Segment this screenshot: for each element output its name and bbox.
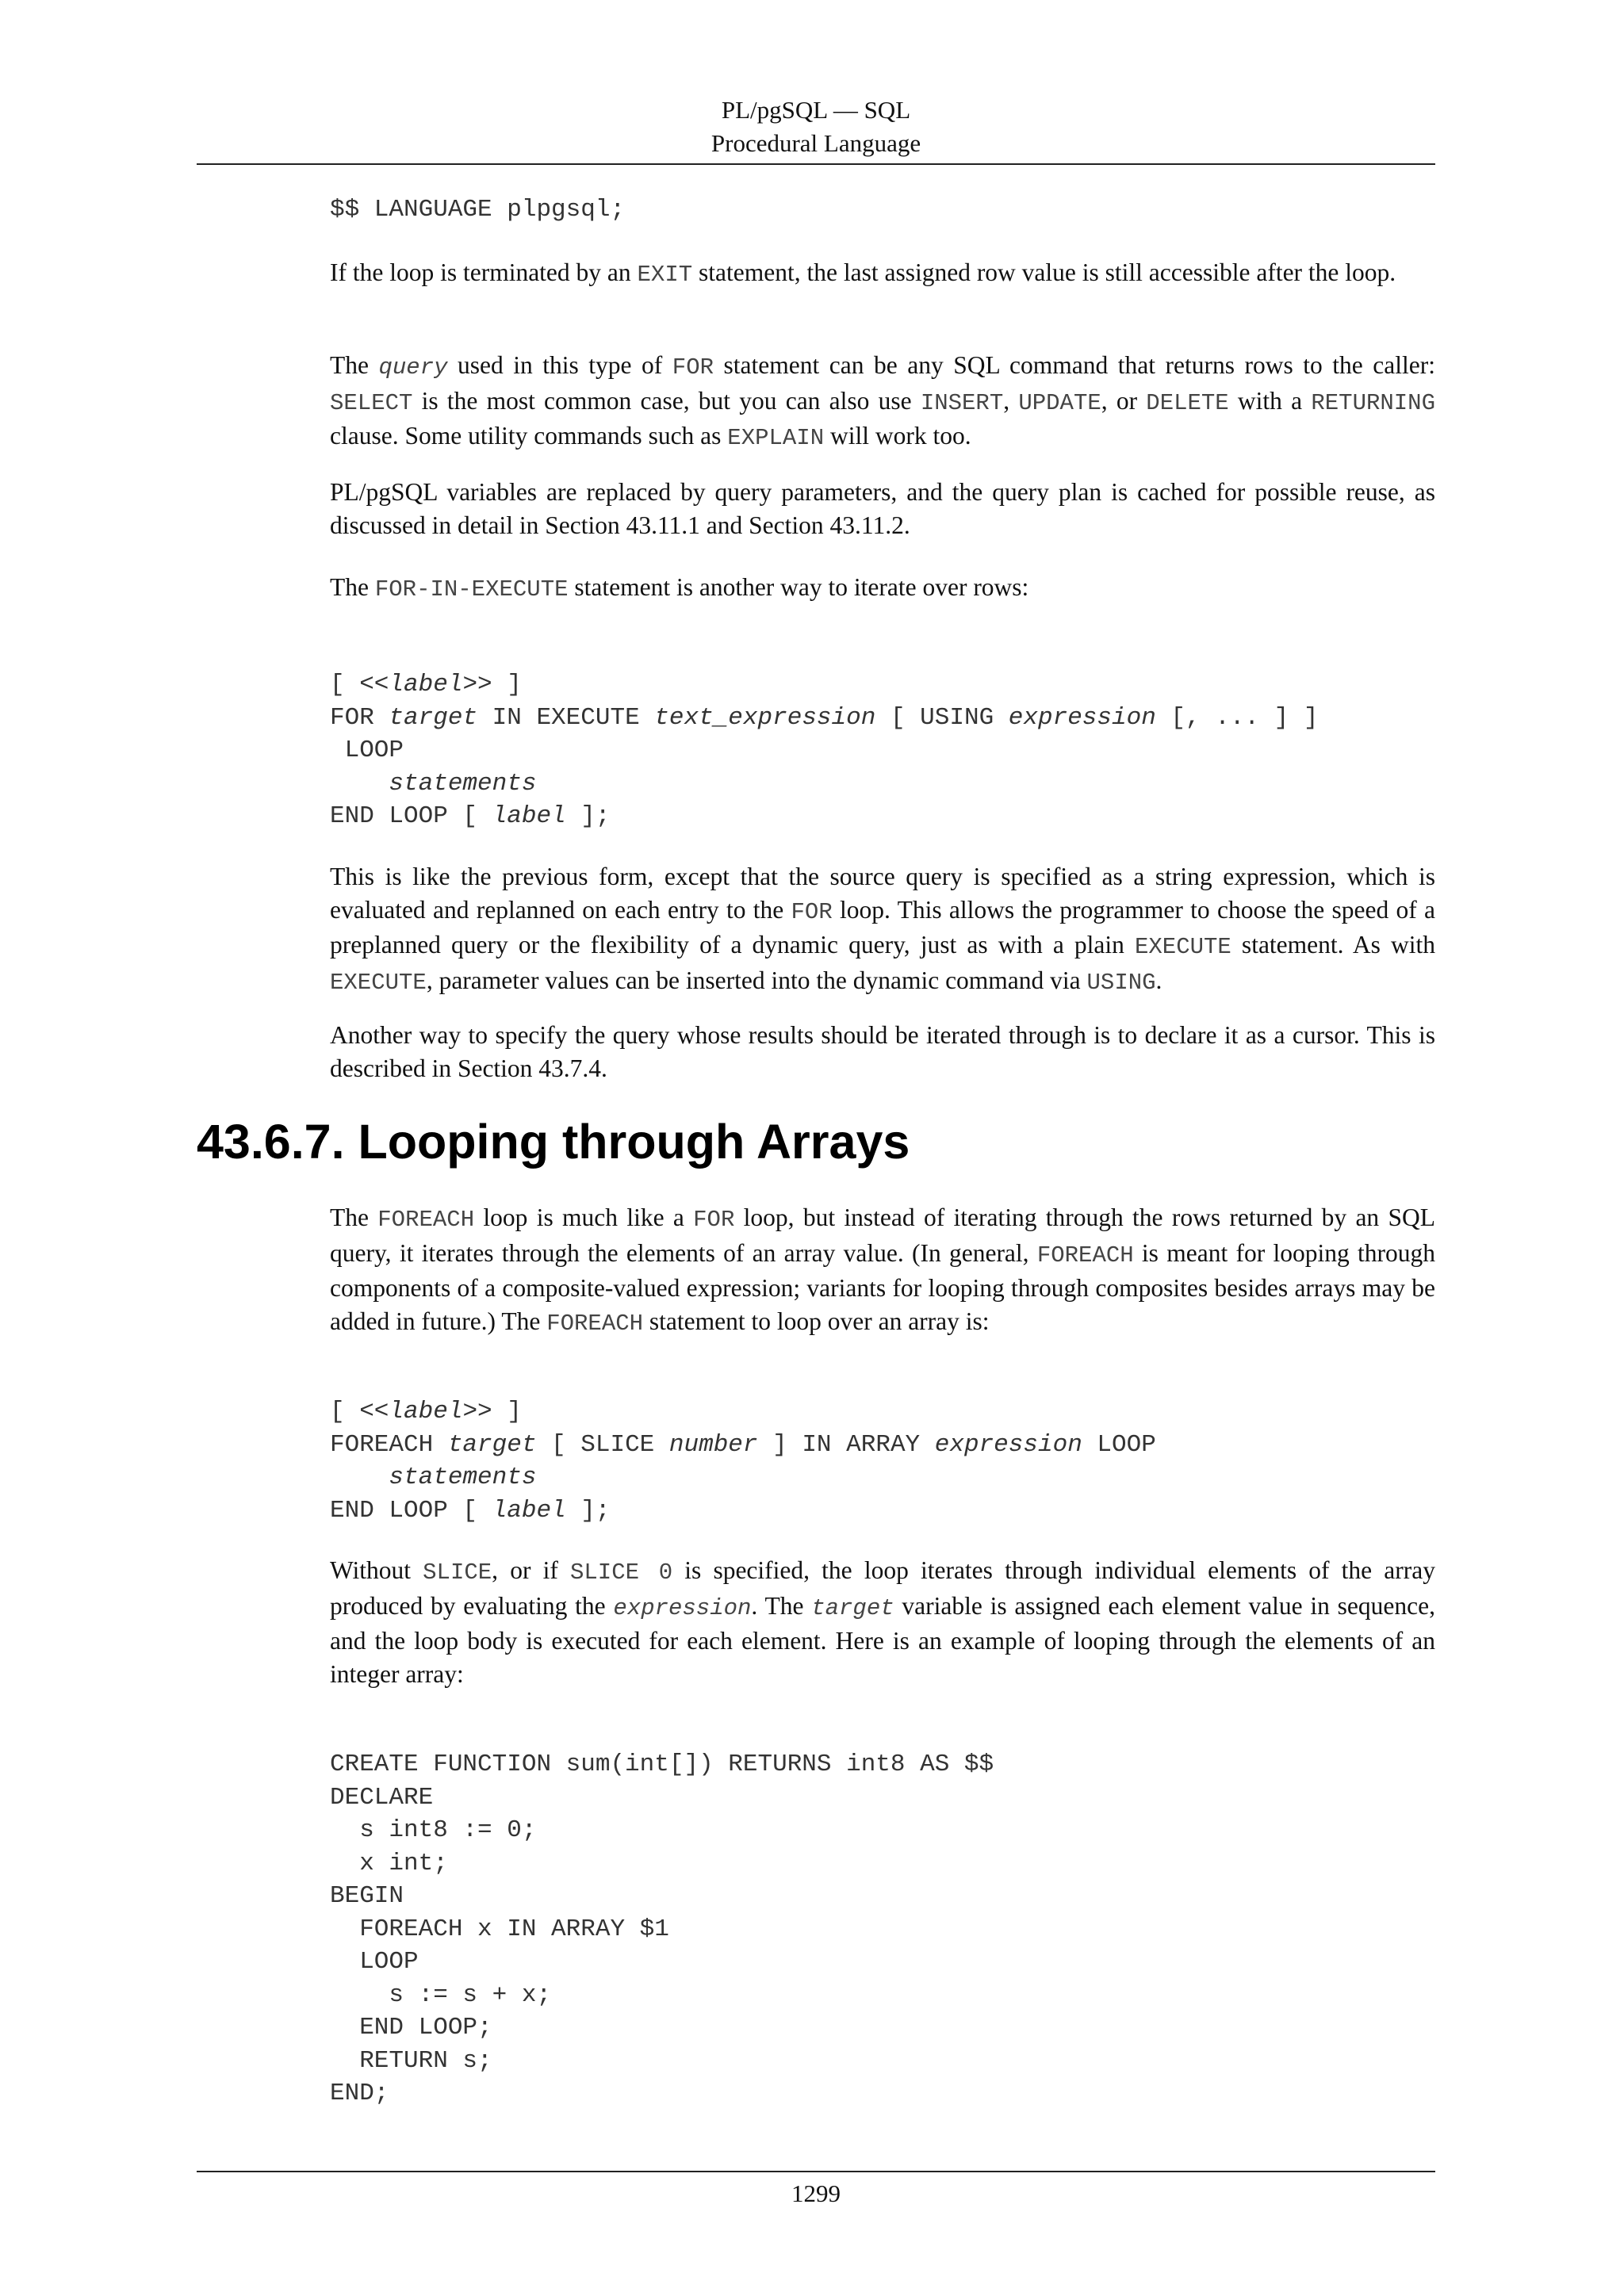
footer-divider xyxy=(197,2171,1435,2172)
code-block-language xyxy=(330,193,625,227)
header-subtitle: Procedural Language xyxy=(710,129,921,157)
code-block-for-in-execute: [ <<label>> ] FOR target IN EXECUTE text_expression [ USING expression [, ... ] ] LOOP statements END LOOP [ label ]; xyxy=(330,671,1319,830)
paragraph-cursor: Another way to specify the query whose results should be iterated through is to declare it as a cursor. This is described in Section 43.7.4. xyxy=(330,1021,1435,1082)
section-heading: 43.6.7. Looping through Arrays xyxy=(197,1115,910,1169)
paragraph-query: The query used in this type of FOR statement can be any SQL command that returns rows to the caller: SELECT is the most common case, but you can also use INSERT, UPDATE, or DELETE with a RETURNING clause. Some utility commands such as EXPLAIN will work too. xyxy=(330,351,1435,451)
page-number: 1299 xyxy=(791,2179,841,2207)
paragraph-for-in-execute: The FOR-IN-EXECUTE statement is another way to iterate over rows: xyxy=(330,573,1029,603)
code-block-foreach: [ <<label>> ] FOREACH target [ SLICE number ] IN ARRAY expression LOOP statements END LOOP [ label ]; xyxy=(330,1398,1156,1525)
paragraph-variables: PL/pgSQL variables are replaced by query parameters, and the query plan is cached for possible reuse, as discussed in detail in Section 43.11.1 and Section 43.11.2. xyxy=(330,478,1435,539)
header-divider xyxy=(197,163,1435,165)
running-header xyxy=(197,94,1435,160)
paragraph-foreach: The FOREACH loop is much like a FOR loop, but instead of iterating through the rows returned by an SQL query, it iterates through the elements of an array value. (In general, FOREACH is meant for looping through components of a composite-valued expression; variants for looping through composites besides arrays may be added in future.) The FOREACH statement to loop over an array is: xyxy=(330,1203,1435,1337)
paragraph-exit: If the loop is terminated by an EXIT statement, the last assigned row value is still accessible after the loop. xyxy=(330,258,1396,288)
paragraph-slice: Without SLICE, or if SLICE 0 is specified, the loop iterates through individual elements of the array produced by evaluating the expression. The target variable is assigned each element value in sequence, and the loop body is executed for each element. Here is an example of looping through the elements of an integer array: xyxy=(330,1556,1435,1688)
code-block-example: CREATE FUNCTION sum(int[]) RETURNS int8 AS $$ DECLARE s int8 := 0; x int; BEGIN FOREACH x IN ARRAY $1 LOOP s := s + x; END LOOP; RETURN s; END; xyxy=(330,1751,994,2107)
paragraph-previous-form: This is like the previous form, except that the source query is specified as a string expression, which is evaluated and replanned on each entry to the FOR loop. This allows the programmer to choose the speed of a preplanned query or the flexibility of a dynamic query, just as with a plain EXECUTE statement. As with EXECUTE, parameter values can be inserted into the dynamic command via USING. xyxy=(330,863,1435,996)
header-title: PL/pgSQL — SQL xyxy=(721,96,911,124)
code-line: $$ LANGUAGE plpgsql; xyxy=(330,196,626,224)
